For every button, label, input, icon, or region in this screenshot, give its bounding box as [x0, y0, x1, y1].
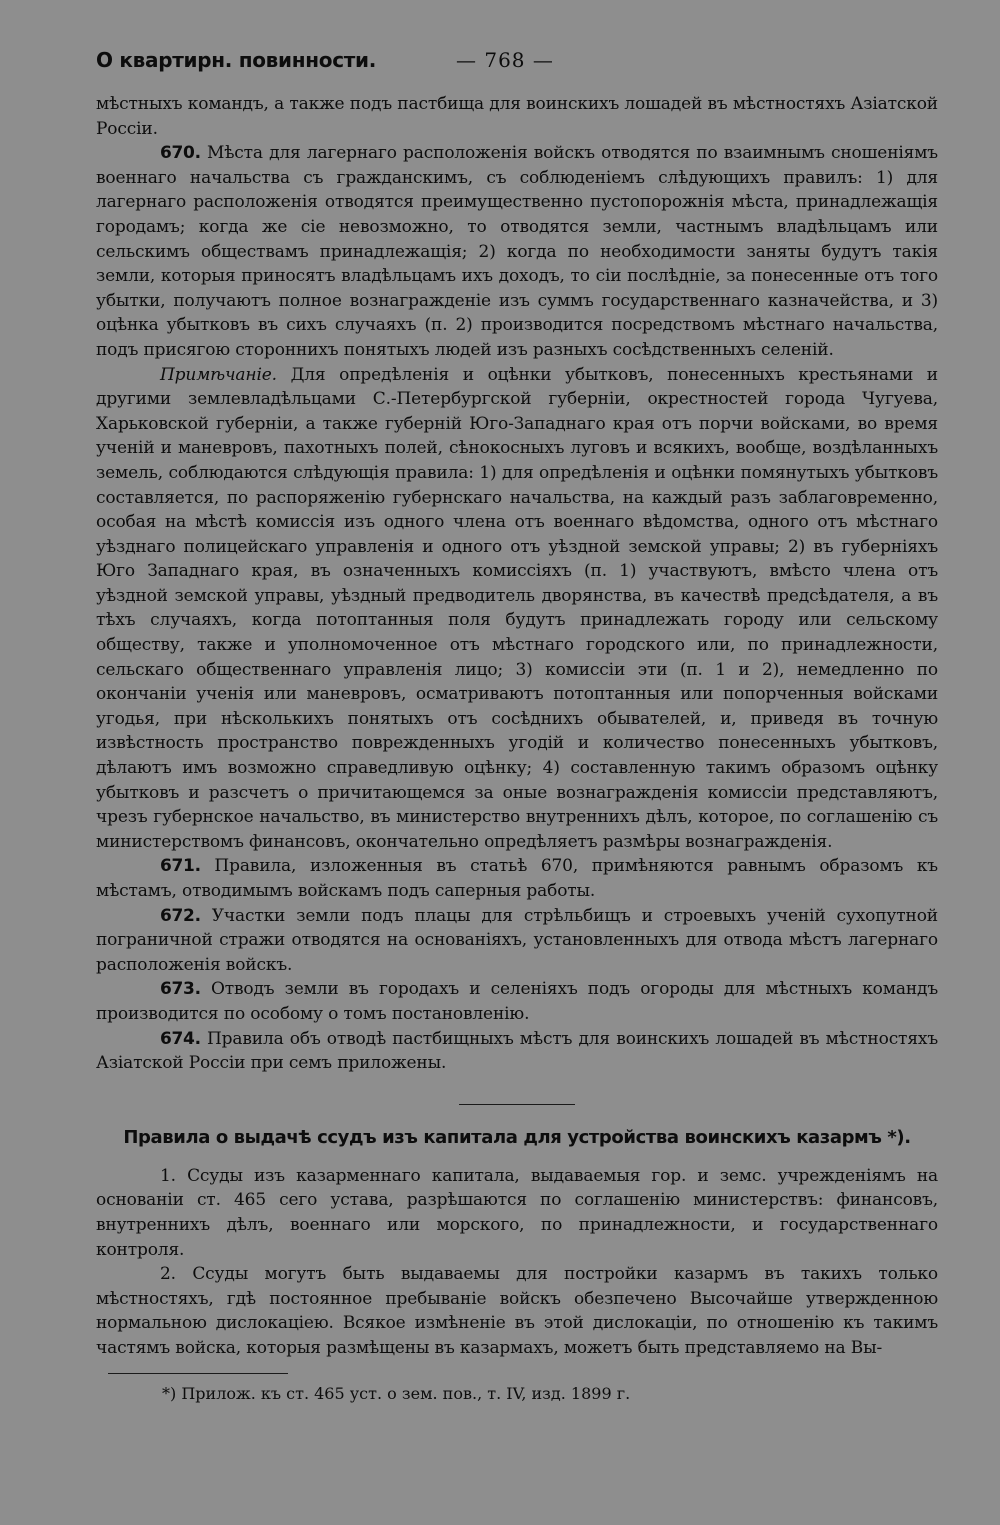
note-label: Примѣчаніе.: [160, 364, 277, 385]
page-number: — 768 —: [456, 48, 554, 72]
document-page: [96, 48, 938, 1403]
article-text: Участки земли подъ плацы для стрѣльбищъ и строевыхъ ученій сухопутной пограничной стражи отводятся на основаніяхъ, установленныхъ для отвода мѣстъ лагернаго расположенія войскъ.: [96, 905, 938, 975]
article-text: Отводъ земли въ городахъ и селеніяхъ подъ огороды для мѣстныхъ командъ производится по особому о томъ постановленію.: [96, 979, 938, 1024]
note-paragraph: [96, 363, 938, 855]
note-text: Для опредѣленія и оцѣнки убытковъ, понесенныхъ крестьянами и другими землевладѣльцами С.-Петербургской губерніи, окрестностей города Чугуева, Харьковской губерніи, а также губерній Юго-Западнаго края отъ порчи войсками, во время ученій и маневровъ, пахотныхъ полей, сѣнокосныхъ луговъ и всякихъ, вообще, воздѣланныхъ земель, соблюдаются слѣдующія правила: 1) для опредѣленія и оцѣнки помянутыхъ убытковъ составляется, по распоряженію губернскаго начальства, на каждый разъ заблаговременно, особая на мѣстѣ комиссія изъ одного члена отъ военнаго вѣдомства, одного отъ мѣстнаго уѣзднаго полицейскаго управленія и одного отъ уѣздной земской управы; 2) въ губерніяхъ Юго Западнаго края, въ означенныхъ комиссіяхъ (п. 1) участвуютъ, вмѣсто члена отъ уѣздной земской управы, уѣздный предводитель дворянства, въ качествѣ предсѣдателя, а въ тѣхъ случаяхъ, когда потоптанныя поля будутъ принадлежать городу или сельскому обществу, также и уполномоченное отъ мѣстнаго городского или, по принадлежности, сельскаго общественнаго управленія лицо; 3) комиссіи эти (п. 1 и 2), немедленно по окончаніи ученія или маневровъ, осматриваютъ потоптанныя или попорченныя войсками угодья, при нѣсколькихъ понятыхъ отъ сосѣднихъ обывателей, и, приведя въ точную извѣстность пространство поврежденныхъ угодій и количество понесенныхъ убытковъ, дѣлаютъ имъ возможно справедливую оцѣнку; 4) составленную такимъ образомъ оцѣнку убытковъ и разсчетъ о причитающемся за оные вознагражденія комиссіи представляютъ, чрезъ губернское начальство, въ министерство внутреннихъ дѣлъ, которое, по соглашенію съ министерствомъ финансовъ, окончательно опредѣляетъ размѣры вознагражденія.: [96, 364, 938, 852]
article-672: [96, 904, 938, 978]
rule-number: 2.: [160, 1264, 176, 1285]
article-671: [96, 854, 938, 903]
article-670: [96, 141, 938, 362]
main-text: [96, 92, 938, 1076]
article-674: [96, 1027, 938, 1076]
continuation-paragraph: мѣстныхъ командъ, а также подъ пастбища для воинскихъ лошадей въ мѣстностяхъ Азіатской Россіи.: [96, 94, 938, 139]
article-673: [96, 977, 938, 1026]
article-number: 673.: [160, 979, 201, 1000]
rule-text: Ссуды изъ казарменнаго капитала, выдаваемыя гор. и земс. учрежденіямъ на основаніи ст. 465 сего устава, разрѣшаются по соглашенію министерствъ: финансовъ, внутреннихъ дѣлъ, военнаго или морского, по принадлежности, и государственнаго контроля.: [96, 1165, 938, 1260]
footnote: *) Прилож. къ ст. 465 уст. о зем. пов., т. IV, изд. 1899 г.: [162, 1383, 631, 1403]
article-number: 672.: [160, 905, 201, 926]
footnote-rule: [108, 1373, 288, 1374]
article-number: 671.: [160, 856, 201, 877]
rule-text: Ссуды могутъ быть выдаваемы для постройки казармъ въ такихъ только мѣстностяхъ, гдѣ постоянное пребываніе войскъ обезпечено Высочайше утвержденною нормальною дислокаціею. Всякое измѣненіе въ этой дислокаціи, по отношенію къ такимъ частямъ войска, которыя размѣщены въ казармахъ, можетъ быть представляемо на Вы-: [96, 1264, 938, 1358]
article-number: 674.: [160, 1028, 201, 1049]
page-header: [96, 48, 938, 84]
article-text: Правила, изложенныя въ статьѣ 670, примѣняются равнымъ образомъ къ мѣстамъ, отводимымъ войскамъ подъ саперныя работы.: [96, 856, 938, 901]
section-title: Правила о выдачѣ ссудъ изъ капитала для устройства воинскихъ казармъ *).: [123, 1126, 911, 1148]
article-number: 670.: [160, 143, 201, 164]
article-text: Мѣста для лагернаго расположенія войскъ отводятся по взаимнымъ сношеніямъ военнаго начальства съ гражданскимъ, съ соблюденіемъ слѣдующихъ правилъ: 1) для лагернаго расположенія отводятся преимущественно пустопорожнія мѣста, принадлежащія городамъ; когда же сіе невозможно, то отводятся земли, частнымъ владѣльцамъ или сельскимъ обществамъ принадлежащія; 2) когда по необходимости заняты будутъ такія земли, которыя приносятъ владѣльцамъ ихъ доходъ, то сіи послѣдніе, за понесенные отъ того убытки, получаютъ полное вознагражденіе изъ суммъ государственнаго казначейства, и 3) оцѣнка убытковъ въ сихъ случаяхъ (п. 2) производится посредствомъ мѣстнаго начальства, подъ присягою стороннихъ понятыхъ людей изъ разныхъ сосѣдственныхъ селеній.: [96, 143, 938, 360]
article-text: Правила объ отводѣ пастбищныхъ мѣстъ для воинскихъ лошадей въ мѣстностяхъ Азіатской Россіи при семъ приложены.: [96, 1028, 938, 1074]
rule-1: [96, 1164, 938, 1262]
section-divider: [459, 1104, 575, 1105]
rule-2: [96, 1262, 938, 1360]
rules-text: [96, 1164, 938, 1361]
rule-number: 1.: [160, 1165, 176, 1186]
running-title: О квартирн. повинности.: [96, 48, 377, 72]
